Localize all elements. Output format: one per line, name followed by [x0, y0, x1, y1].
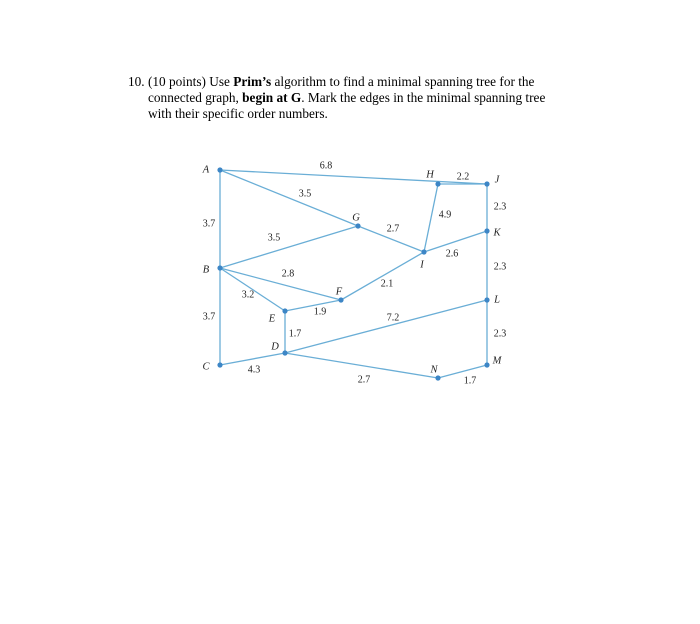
edge-weight-g-i: 2.7 — [386, 223, 400, 235]
vertex-m — [484, 362, 489, 367]
graph-vertices — [202, 164, 503, 380]
vertex-e — [282, 308, 287, 313]
edge-weight-i-k: 2.6 — [445, 248, 459, 260]
vertex-label-e: E — [268, 313, 276, 325]
algorithm-name: Prim’s — [233, 74, 272, 89]
question-line-2 — [128, 90, 608, 106]
vertex-label-b: B — [202, 264, 210, 276]
question-line-1 — [128, 74, 608, 90]
edge-weight-l-m: 2.3 — [493, 328, 507, 340]
edge-n-m — [438, 365, 487, 378]
edge-weight-b-f: 2.8 — [281, 268, 295, 280]
question-mid: algorithm to find a minimal spanning tree for the — [271, 74, 535, 89]
vertex-label-h: H — [426, 169, 434, 181]
vertex-label-g: G — [352, 212, 360, 224]
graph-edges — [220, 170, 487, 378]
edge-weight-d-n: 2.7 — [357, 374, 371, 386]
vertex-g — [355, 223, 360, 228]
graph-edge-weights — [203, 160, 507, 386]
vertex-l — [484, 297, 489, 302]
vertex-h — [435, 181, 440, 186]
edge-weight-h-j: 2.2 — [456, 171, 470, 183]
edge-weight-a-g: 3.5 — [298, 188, 312, 200]
question-line2-pre: connected graph, — [148, 90, 243, 105]
edge-weight-f-i: 2.1 — [380, 278, 394, 290]
edge-b-g — [220, 226, 358, 268]
vertex-label-i: I — [420, 259, 424, 271]
edge-weight-a-j: 6.8 — [319, 160, 333, 172]
vertex-label-d: D — [271, 341, 279, 353]
edge-weight-k-l: 2.3 — [493, 261, 507, 273]
start-vertex-instruction: begin at G — [242, 90, 302, 105]
vertex-k — [484, 228, 489, 233]
edge-weight-b-g: 3.5 — [267, 232, 281, 244]
edge-weight-e-d: 1.7 — [288, 328, 302, 340]
question-line-3: with their specific order numbers. — [148, 106, 328, 121]
vertex-f — [338, 297, 343, 302]
edge-weight-j-k: 2.3 — [493, 201, 507, 213]
vertex-n — [435, 375, 440, 380]
edge-b-f — [220, 268, 341, 300]
edge-weight-d-l: 7.2 — [386, 312, 400, 324]
edge-weight-c-d: 4.3 — [247, 364, 261, 376]
vertex-label-n: N — [430, 364, 438, 376]
vertex-label-a: A — [202, 164, 210, 176]
vertex-c — [217, 362, 222, 367]
edge-f-i — [341, 252, 424, 300]
question-text — [128, 74, 608, 122]
vertex-label-c: C — [202, 361, 210, 373]
vertex-label-l: L — [494, 294, 500, 306]
edge-a-j — [220, 170, 487, 184]
vertex-b — [217, 265, 222, 270]
edge-c-d — [220, 353, 285, 365]
question-line2-post: . Mark the edges in the minimal spanning tree — [301, 90, 546, 105]
vertex-j — [484, 181, 489, 186]
vertex-label-k: K — [493, 227, 501, 239]
edge-weight-b-c: 3.7 — [202, 311, 216, 323]
vertex-d — [282, 350, 287, 355]
edge-weight-n-m: 1.7 — [463, 375, 477, 387]
vertex-label-m: M — [492, 355, 502, 367]
vertex-i — [421, 249, 426, 254]
edge-weight-e-f: 1.9 — [313, 306, 327, 318]
edge-weight-b-e: 3.2 — [241, 289, 255, 301]
vertex-label-f: F — [335, 286, 343, 298]
vertex-a — [217, 167, 222, 172]
question-lead: 10. (10 points) Use — [128, 74, 234, 89]
edge-h-i — [424, 184, 438, 252]
edge-weight-h-i: 4.9 — [438, 209, 452, 221]
weighted-graph-diagram — [190, 152, 520, 397]
vertex-label-j: J — [494, 174, 500, 186]
edge-a-g — [220, 170, 358, 226]
edge-weight-a-b: 3.7 — [202, 218, 216, 230]
